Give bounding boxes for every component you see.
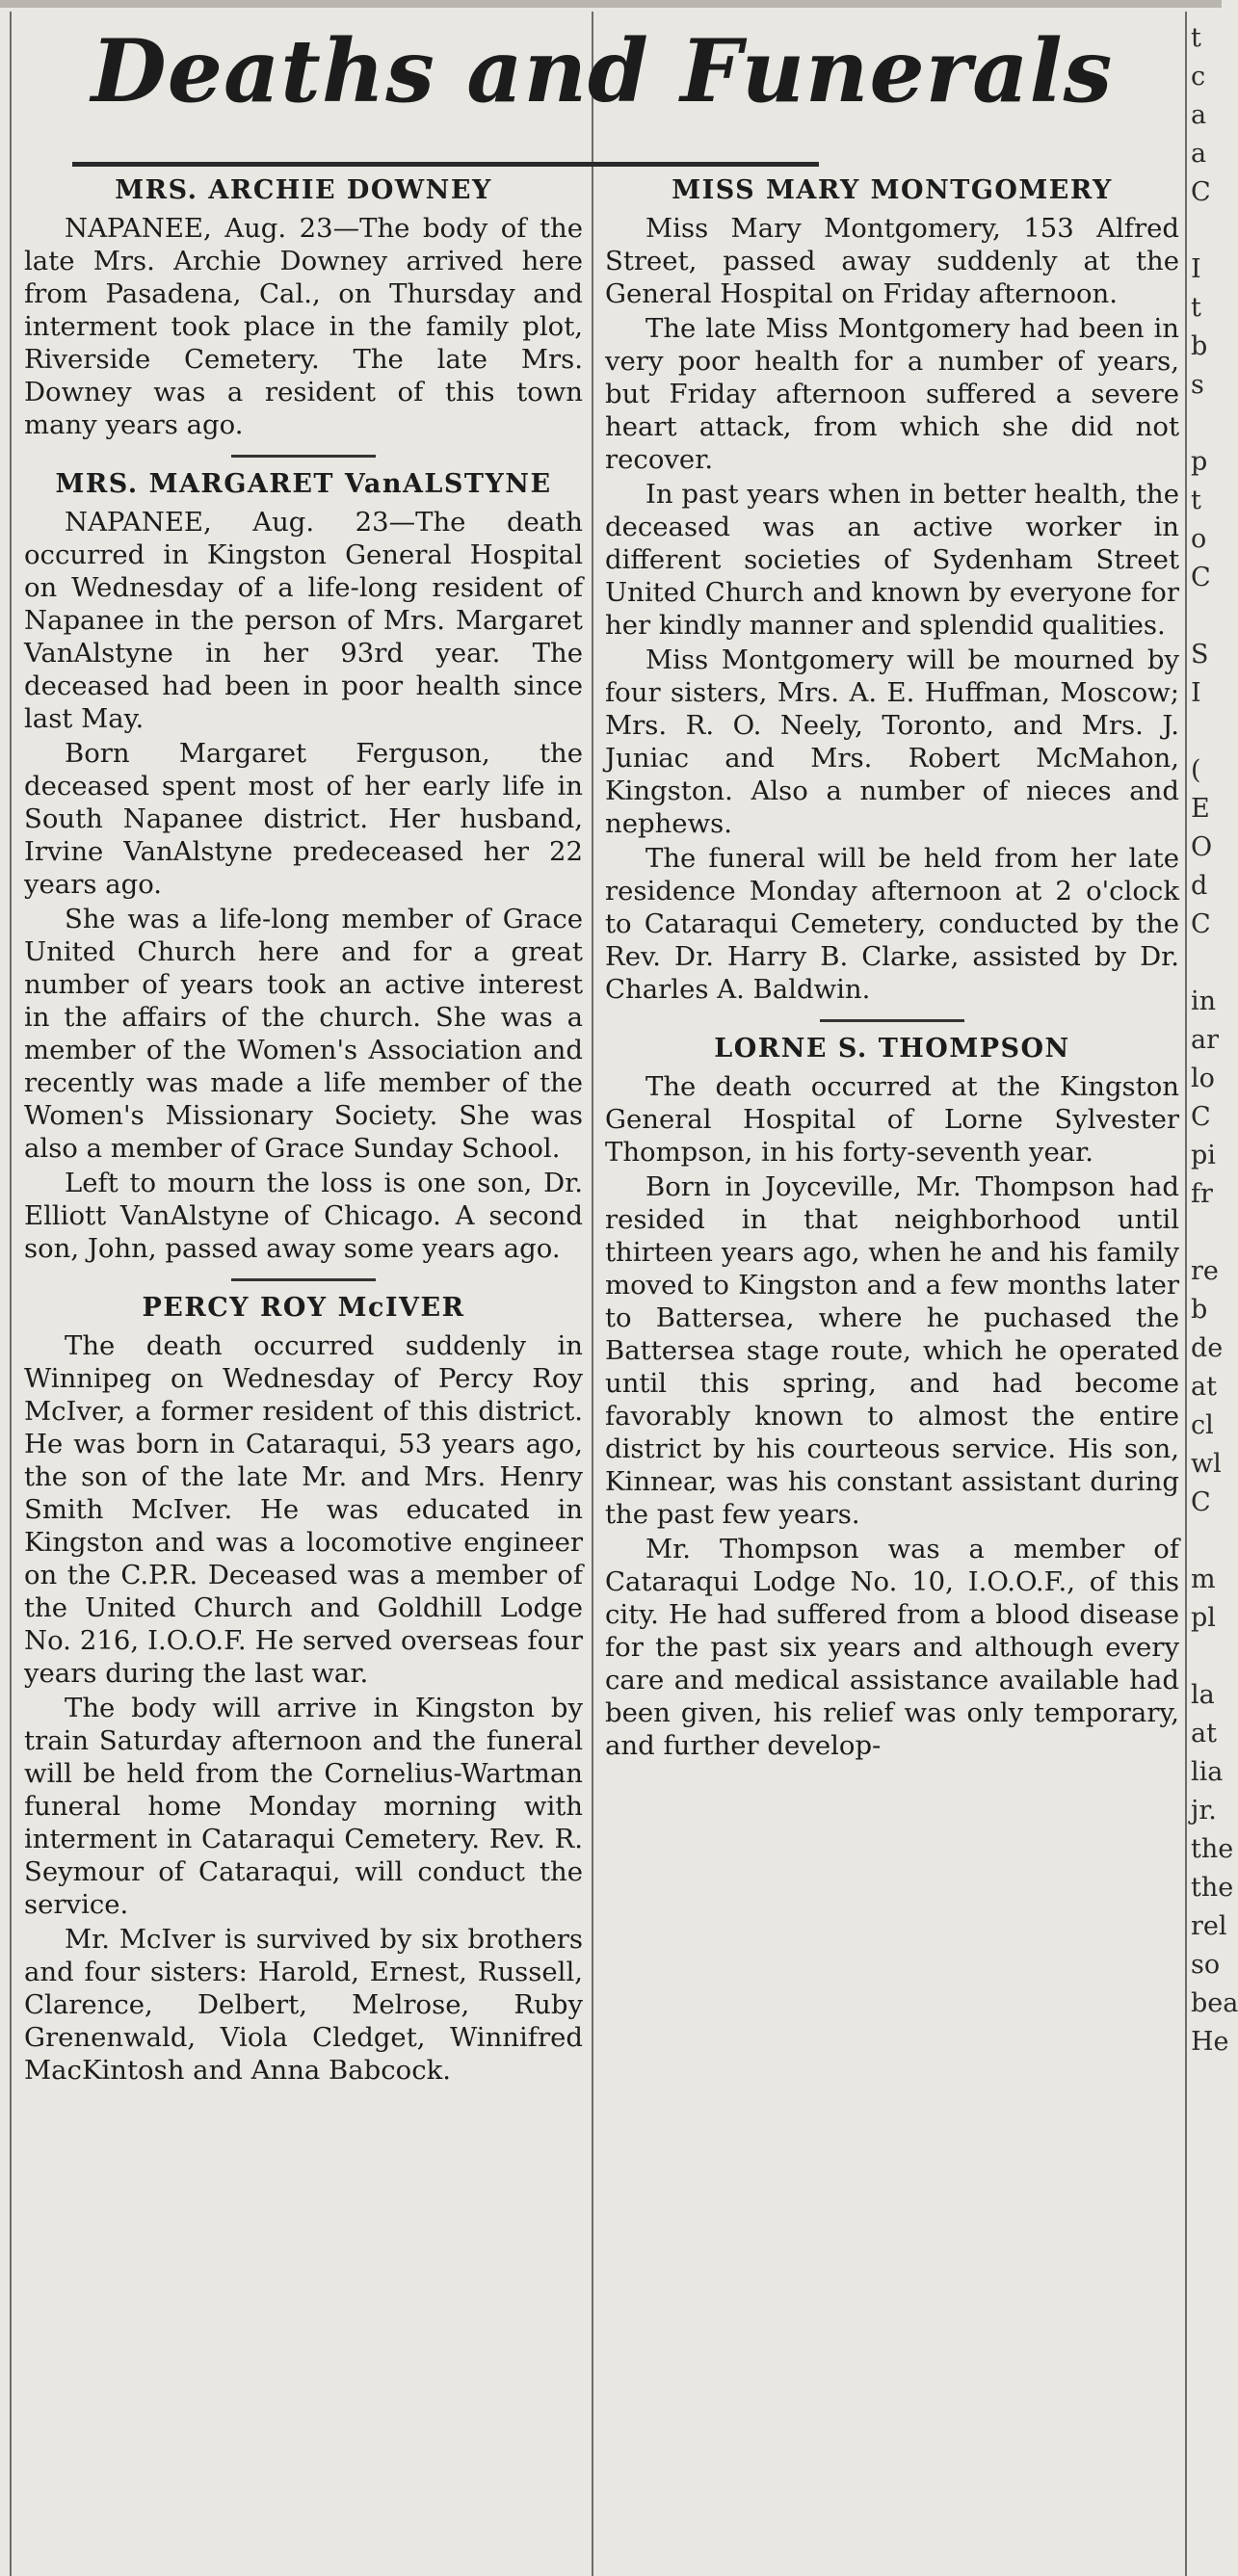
obituary-paragraph: In past years when in better health, the deceased was an active worker in different societies of Sydenham Street United Church and known by everyone for her kindly manner and splendid qualities. [605, 479, 1179, 641]
top-border-rule [0, 0, 1222, 8]
obituary-paragraph: The death occurred at the Kingston General Hospital of Lorne Sylvester Thompson, in his forty-seventh year. [605, 1071, 1179, 1168]
obituary-margaret-vanalstyne [24, 467, 583, 1265]
obituary-paragraph: Miss Mary Montgomery, 153 Alfred Street, passed away suddenly at the General Hospital on Friday afternoon. [605, 213, 1179, 309]
obituary-paragraph: She was a life-long member of Grace United Church here and for a great number of years took an active interest in the affairs of the church. She was a member of the Women's Association and recently was made a life member of the Women's Missionary Society. She was also a member of Grace Sunday School. [24, 904, 583, 1164]
fragment-text: s [1191, 370, 1204, 400]
fragment-text [1191, 597, 1222, 636]
obituary-paragraph: The death occurred suddenly in Winnipeg on Wednesday of Percy Roy McIver, a former resident of this district. He was born in Cataraqui, 53 years ago, the son of the late Mr. and Mrs. Henry Smith McIver. He was educated in Kingston and was a locomotive engineer on the C.P.R. Deceased was a member of the United Church and Goldhill Lodge No. 216, I.O.O.F. He served overseas four years during the last war. [24, 1330, 583, 1689]
fragment-text: de [1191, 1333, 1224, 1363]
obituary-title: MRS. ARCHIE DOWNEY [115, 175, 492, 205]
fragment-text: wl [1191, 1449, 1222, 1479]
fragment-text: C [1191, 177, 1211, 207]
fragment-text: pl [1191, 1603, 1216, 1633]
left-column-rule [10, 12, 12, 2576]
obituary-title: MRS. MARGARET VanALSTYNE [55, 469, 552, 499]
fragment-text: at [1191, 1719, 1217, 1748]
fragment-text [1191, 944, 1222, 983]
obituary-paragraph: The late Miss Montgomery had been in very poor health for a number of years, but Friday afternoon suffered a severe heart attack, from which she did not recover. [605, 313, 1179, 475]
obituary-paragraph: Mr. Thompson was a member of Cataraqui Lodge No. 10, I.O.O.F., of this city. He had suffered from a blood disease for the past six years and although every care and medical assistance available had been given, his relief was only temporary, and further develop- [605, 1534, 1179, 1761]
obituary-paragraph: Born Margaret Ferguson, the deceased spent most of her early life in South Napanee district. Her husband, Irvine VanAlstyne predeceased her 22 years ago. [24, 738, 583, 900]
obituary-lorne-s-thompson [605, 1032, 1179, 1762]
fragment-text: re [1191, 1256, 1219, 1286]
fragment-text: t [1191, 486, 1201, 515]
obituary-paragraph: Born in Joyceville, Mr. Thompson had resided in that neighborhood until thirteen years ago, when he and his family moved to Kingston and a few months later to Battersea, where he puchased the Battersea stage route, which he operated until this spring, and had become favorably known to almost the entire district by his courteous service. His son, Kinnear, was his constant assistant during the past few years. [605, 1171, 1179, 1530]
obituary-archie-downey [24, 173, 583, 441]
separator-rule [231, 1278, 376, 1281]
fragment-text: I [1191, 678, 1201, 708]
obituary-paragraph: Mr. McIver is survived by six brothers and four sisters: Harold, Ernest, Russell, Clarence, Delbert, Melrose, Ruby Grenenwald, Viola Cledget, Winnifred MacKintosh and Anna Babcock. [24, 1924, 583, 2086]
fragment-text: a [1191, 100, 1207, 130]
fragment-text: so [1191, 1950, 1221, 1980]
fragment-text: C [1191, 1102, 1211, 1132]
fragment-text: rel [1191, 1911, 1227, 1941]
fragment-text [1191, 405, 1222, 443]
fragment-text: C [1191, 563, 1211, 592]
column-right [605, 173, 1179, 1764]
fragment-text: b [1191, 1295, 1208, 1325]
fragment-text: I [1191, 254, 1201, 284]
fragment-text: He [1191, 2027, 1229, 2057]
fragment-text: fr [1191, 1179, 1213, 1209]
obituary-paragraph: The funeral will be held from her late residence Monday afternoon at 2 o'clock to Cataraqui Cemetery, conducted by the Rev. Dr. Harry B. Clarke, assisted by Dr. Charles A. Baldwin. [605, 843, 1179, 1005]
obituary-title: LORNE S. THOMPSON [714, 1034, 1070, 1064]
fragment-text: C [1191, 1487, 1211, 1517]
fragment-text [1191, 713, 1222, 751]
fragment-text: C [1191, 909, 1211, 939]
fragment-text: la [1191, 1680, 1215, 1710]
fragment-text: O [1191, 832, 1213, 862]
obituary-paragraph: Left to mourn the loss is one son, Dr. Elliott VanAlstyne of Chicago. A second son, John, passed away some years ago. [24, 1168, 583, 1264]
fragment-text [1191, 1214, 1222, 1252]
fragment-text: p [1191, 447, 1208, 477]
fragment-text: b [1191, 331, 1208, 361]
obituary-title: PERCY ROY McIVER [142, 1293, 465, 1323]
fragment-text: at [1191, 1372, 1217, 1402]
separator-rule [820, 1019, 964, 1022]
fragment-text: bea [1191, 1988, 1238, 2018]
obituary-percy-roy-mciver [24, 1291, 583, 2087]
fragment-text [1191, 1638, 1222, 1676]
obituary-paragraph: NAPANEE, Aug. 23—The death occurred in Kingston General Hospital on Wednesday of a life-long resident of Napanee in the person of Mrs. Margaret VanAlstyne in her 93rd year. The deceased had been in poor health since last May. [24, 507, 583, 734]
obituary-title: MISS MARY MONTGOMERY [672, 175, 1113, 205]
fragment-text: the [1191, 1873, 1234, 1903]
fragment-text: ( [1191, 755, 1201, 785]
obituary-mary-montgomery [605, 173, 1179, 1006]
fragment-text: S [1191, 640, 1209, 670]
fragment-text: in [1191, 986, 1217, 1016]
fragment-text: cl [1191, 1410, 1214, 1440]
fragment-text: t [1191, 293, 1201, 323]
obituary-paragraph: Miss Montgomery will be mourned by four sisters, Mrs. A. E. Huffman, Moscow; Mrs. R. O. Neely, Toronto, and Mrs. J. Juniac and Mrs. Robert McMahon, Kingston. Also a number of nieces and nephews. [605, 644, 1179, 839]
column-left [24, 173, 583, 2089]
obituary-paragraph: The body will arrive in Kingston by train Saturday afternoon and the funeral will be held from the Cornelius-Wartman funeral home Monday morning with interment in Cataraqui Cemetery. Rev. R. Seymour of Cataraqui, will conduct the service. [24, 1693, 583, 1920]
separator-rule [231, 455, 376, 458]
fragment-text: lia [1191, 1757, 1224, 1787]
fragment-text: jr. [1191, 1796, 1217, 1826]
fragment-text: lo [1191, 1064, 1215, 1093]
fragment-text [1191, 212, 1222, 250]
fragment-text: m [1191, 1564, 1216, 1594]
fragment-text: the [1191, 1834, 1234, 1864]
obituary-paragraph: NAPANEE, Aug. 23—The body of the late Mrs. Archie Downey arrived here from Pasadena, Cal., on Thursday and interment took place in the family plot, Riverside Cemetery. The late Mrs. Downey was a resident of this town many years ago. [24, 213, 583, 440]
center-column-rule [592, 12, 593, 2576]
headline-rule [72, 162, 819, 167]
fragment-text: c [1191, 62, 1206, 92]
fragment-text: o [1191, 524, 1207, 554]
fragment-text: a [1191, 139, 1207, 169]
adjacent-column-fragments [1191, 19, 1238, 2576]
fragment-text: ar [1191, 1025, 1220, 1055]
page-headline: Deaths and Funerals [91, 20, 1114, 122]
fragment-text: d [1191, 871, 1208, 901]
fragment-text: t [1191, 23, 1201, 53]
right-column-rule [1185, 12, 1187, 2576]
fragment-text [1191, 1522, 1222, 1561]
fragment-text: E [1191, 794, 1210, 824]
fragment-text: pi [1191, 1141, 1216, 1170]
